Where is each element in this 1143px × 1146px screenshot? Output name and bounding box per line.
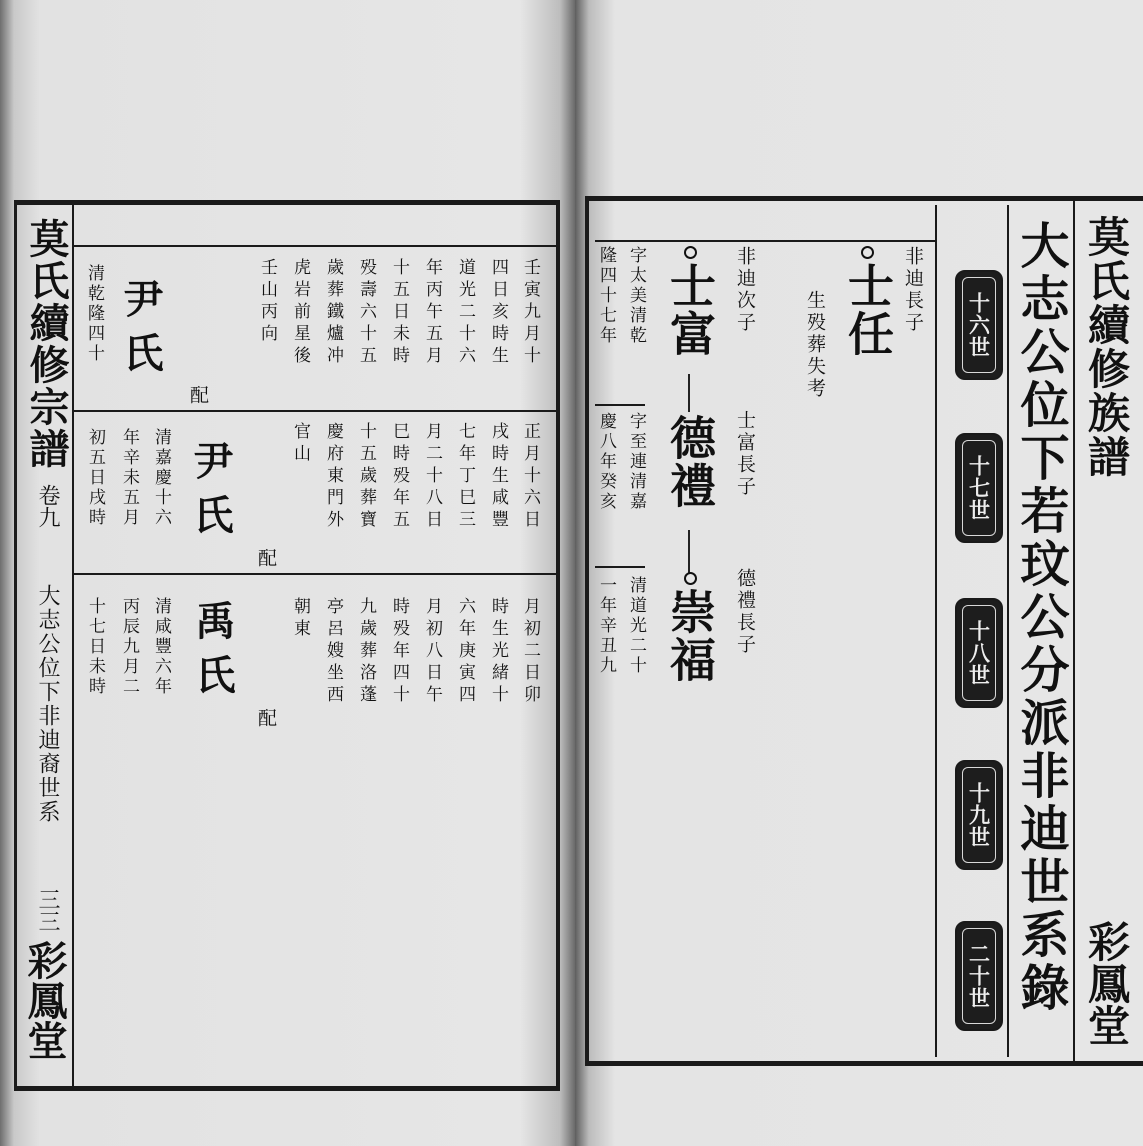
header-line [595,240,935,242]
margin-title: 莫氏續修族譜 [1082,215,1131,479]
person-note: 隆四十七年 [596,246,616,346]
generation-box-17 [955,433,1003,543]
text-column: 時殁年四十 [389,597,409,707]
relation-label: 非迪次子 [734,246,756,334]
spouse-note: 初五日戌時 [85,428,105,528]
text-column: 歲葬鐵爐冲 [323,258,343,368]
generation-box-20 [955,921,1003,1031]
text-column: 十五日未時 [389,258,409,368]
section-title: 大志公位下非迪裔世系 [35,584,60,824]
person-name: 德禮 [663,414,717,510]
lineage-dot [861,246,874,259]
relation-label: 非迪長子 [902,246,924,334]
text-column: 月初二日卯 [520,597,540,707]
register-line [595,404,645,406]
person-name: 士富 [663,262,717,358]
text-column: 慶府東門外 [323,422,343,532]
register-line-2 [74,573,556,575]
text-column: 六年庚寅四 [455,597,475,707]
text-column: 月初八日午 [422,597,442,707]
generation-divider [935,205,937,1057]
generation-label: 十七世 [966,455,992,521]
lineage-connector [688,374,690,412]
hall-name: 彩鳳堂 [1082,920,1131,1046]
person-note: 清道光二十 [626,576,646,676]
pei-label: 配 [187,385,209,404]
left-border [585,196,589,1066]
spouse-name: 禹氏 [189,600,236,708]
person-name: 崇福 [663,588,717,684]
left-border [14,200,17,1091]
pei-label: 配 [255,708,277,727]
generation-box-19 [955,760,1003,870]
text-column: 官山 [290,422,310,466]
relation-label: 士富長子 [734,410,756,498]
generation-label: 十八世 [966,620,992,686]
margin-divider [72,200,74,1091]
text-column: 壬山丙向 [257,258,277,346]
text-column: 月二十八日 [422,422,442,532]
title-divider [1007,205,1009,1057]
text-column: 道光二十六 [455,258,475,368]
text-column: 七年丁巳三 [455,422,475,532]
generation-box-18 [955,598,1003,708]
pei-label: 配 [255,548,277,567]
text-column: 朝東 [290,597,310,641]
spouse-note: 清咸豐六年 [151,597,171,697]
spouse-note: 清嘉慶十六 [151,428,171,528]
text-column: 壬寅九月十 [520,258,540,368]
main-title: 大志公位下若玟公分派非迪世系錄 [1013,220,1071,1015]
hall-name: 彩鳳堂 [21,940,68,1060]
lineage-connector [688,530,690,574]
person-note: 字太美清乾 [626,246,646,346]
text-column: 四日亥時生 [488,258,508,368]
person-note: 字至連清嘉 [626,412,646,512]
lineage-dot [684,246,697,259]
person-name: 士任 [841,262,895,358]
bottom-border [585,1061,1143,1066]
text-column: 時生光緒十 [488,597,508,707]
spouse-note: 十七日未時 [85,597,105,697]
text-column: 正月十六日 [520,422,540,532]
register-line-top [74,245,556,247]
spouse-name: 尹氏 [117,278,164,386]
top-border [585,196,1143,201]
person-note: 生殁葬失考 [804,290,826,400]
text-column: 九歲葬洛蓬 [356,597,376,707]
generation-label: 二十世 [966,943,992,1009]
text-column: 戌時生咸豐 [488,422,508,532]
volume-label: 卷九 [35,484,60,528]
text-column: 年丙午五月 [422,258,442,368]
text-column: 巳時殁年五 [389,422,409,532]
text-column: 殁壽六十五 [356,258,376,368]
bottom-border [14,1086,560,1091]
lineage-dot [684,572,697,585]
spouse-name: 尹氏 [187,440,234,548]
spouse-note: 丙辰九月二 [119,597,139,697]
relation-label: 德禮長子 [734,568,756,656]
margin-title: 莫氏續修宗譜 [23,218,70,470]
person-note: 慶八年癸亥 [596,412,616,512]
register-line-1 [74,410,556,412]
text-column: 亭呂嫂坐西 [323,597,343,707]
margin-divider [1073,196,1075,1066]
right-border [556,200,560,1091]
register-line [595,566,645,568]
spouse-note: 年辛未五月 [119,428,139,528]
person-note: 一年辛丑九 [596,576,616,676]
top-border [14,200,560,205]
right-page [575,0,1143,1146]
text-column: 十五歲葬寶 [356,422,376,532]
text-column: 虎岩前星後 [290,258,310,368]
spouse-note: 清乾隆四十 [84,264,104,364]
generation-label: 十六世 [966,292,992,358]
generation-label: 十九世 [966,782,992,848]
generation-box-16 [955,270,1003,380]
page-number: 三三 [35,888,60,932]
